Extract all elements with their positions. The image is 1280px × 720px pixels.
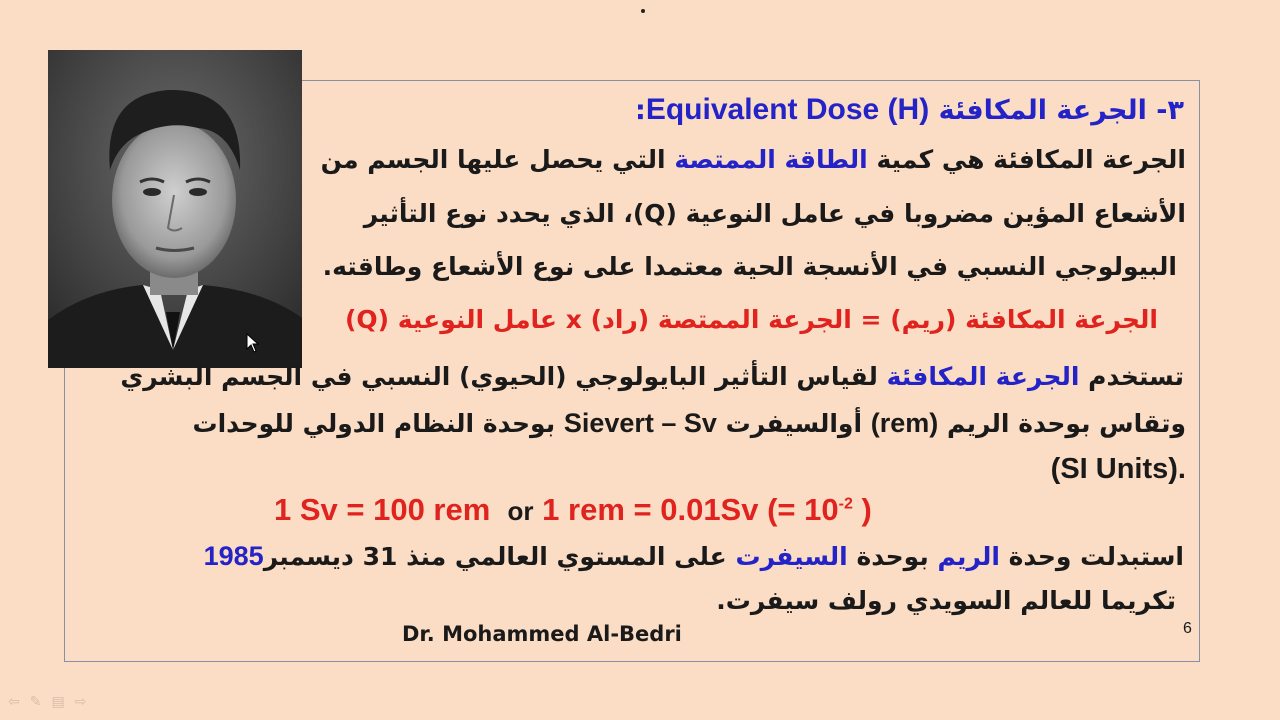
replacement-line-1 [204,540,1184,572]
formula-part2: 1 rem = 0.01Sv (= 10 [542,492,839,527]
rem-term: الريم [937,542,1000,571]
next-arrow-icon[interactable]: ⇨ [74,694,87,710]
definition-line-3: البيولوجي النسبي في الأنسجة الحية معتمدا على نوع الأشعاع وطاقته. [322,252,1177,281]
formula-exponent: -2 [838,495,853,513]
usage-line-3 [1051,452,1186,487]
top-dot [641,9,645,13]
heading-number: ٣- [1156,95,1184,126]
formula-english [274,492,872,528]
heading-colon: : [635,95,646,126]
usage-text-rem: وتقاس بوحدة الريم [947,409,1186,438]
usage-text-c: لقياس التأثير البايولوجي (الحيوي) النسبي في الجسم البشري [120,362,878,391]
formula-close: ) [852,492,872,527]
definition-line-2: الأشعاع المؤين مضروبا في عامل النوعية (Q)، الذي يحدد نوع التأثير [363,199,1186,228]
author-credit: Dr. Mohammed Al-Bedri [402,622,682,646]
usage-text-or: أوالسيفرت [725,409,863,438]
rem-unit: (rem) [870,408,939,438]
portrait-photo [48,50,302,368]
usage-line-2 [192,407,1186,439]
usage-line-1 [120,362,1184,392]
formula-or: or [507,496,534,526]
heading-english: Equivalent Dose (H) [645,93,930,126]
slideshow-toolbar[interactable] [8,694,86,710]
replacement-text-e: على المستوي العالمي منذ 31 ديسمبر [263,542,727,571]
equivalent-dose-term: الجرعة المكافئة [886,362,1080,391]
usage-text-si: بوحدة النظام الدولي للوحدات [192,409,556,438]
menu-icon[interactable]: ▤ [51,694,65,710]
heading-arabic: الجرعة المكافئة [938,95,1147,126]
prev-arrow-icon[interactable]: ⇦ [8,694,20,710]
definition-text-a: الجرعة المكافئة هي كمية [876,145,1186,174]
formula-arabic: الجرعة المكافئة (ريم) = الجرعة الممتصة (راد) x عامل النوعية (Q) [344,305,1158,334]
sievert-unit: Sievert – Sv [563,408,717,438]
sievert-term: السيفرت [735,542,848,571]
formula-part1: 1 Sv = 100 rem [274,492,491,527]
replacement-text-a: استبدلت وحدة [1008,542,1184,571]
section-heading [635,92,1184,128]
absorbed-energy-term: الطاقة الممتصة [674,145,868,174]
definition-line-1 [321,145,1186,175]
mouse-cursor-icon [246,333,260,357]
usage-text-a: تستخدم [1088,362,1184,391]
replacement-text-c: بوحدة [856,542,929,571]
year-1985: 1985 [203,541,264,571]
page-number: 6 [1183,620,1192,637]
definition-text-c: التي يحصل عليها الجسم من [320,145,666,174]
replacement-line-2: تكريما للعالم السويدي رولف سيفرت. [716,586,1176,615]
pen-icon[interactable]: ✎ [29,694,42,710]
si-units: (SI Units). [1050,453,1186,485]
